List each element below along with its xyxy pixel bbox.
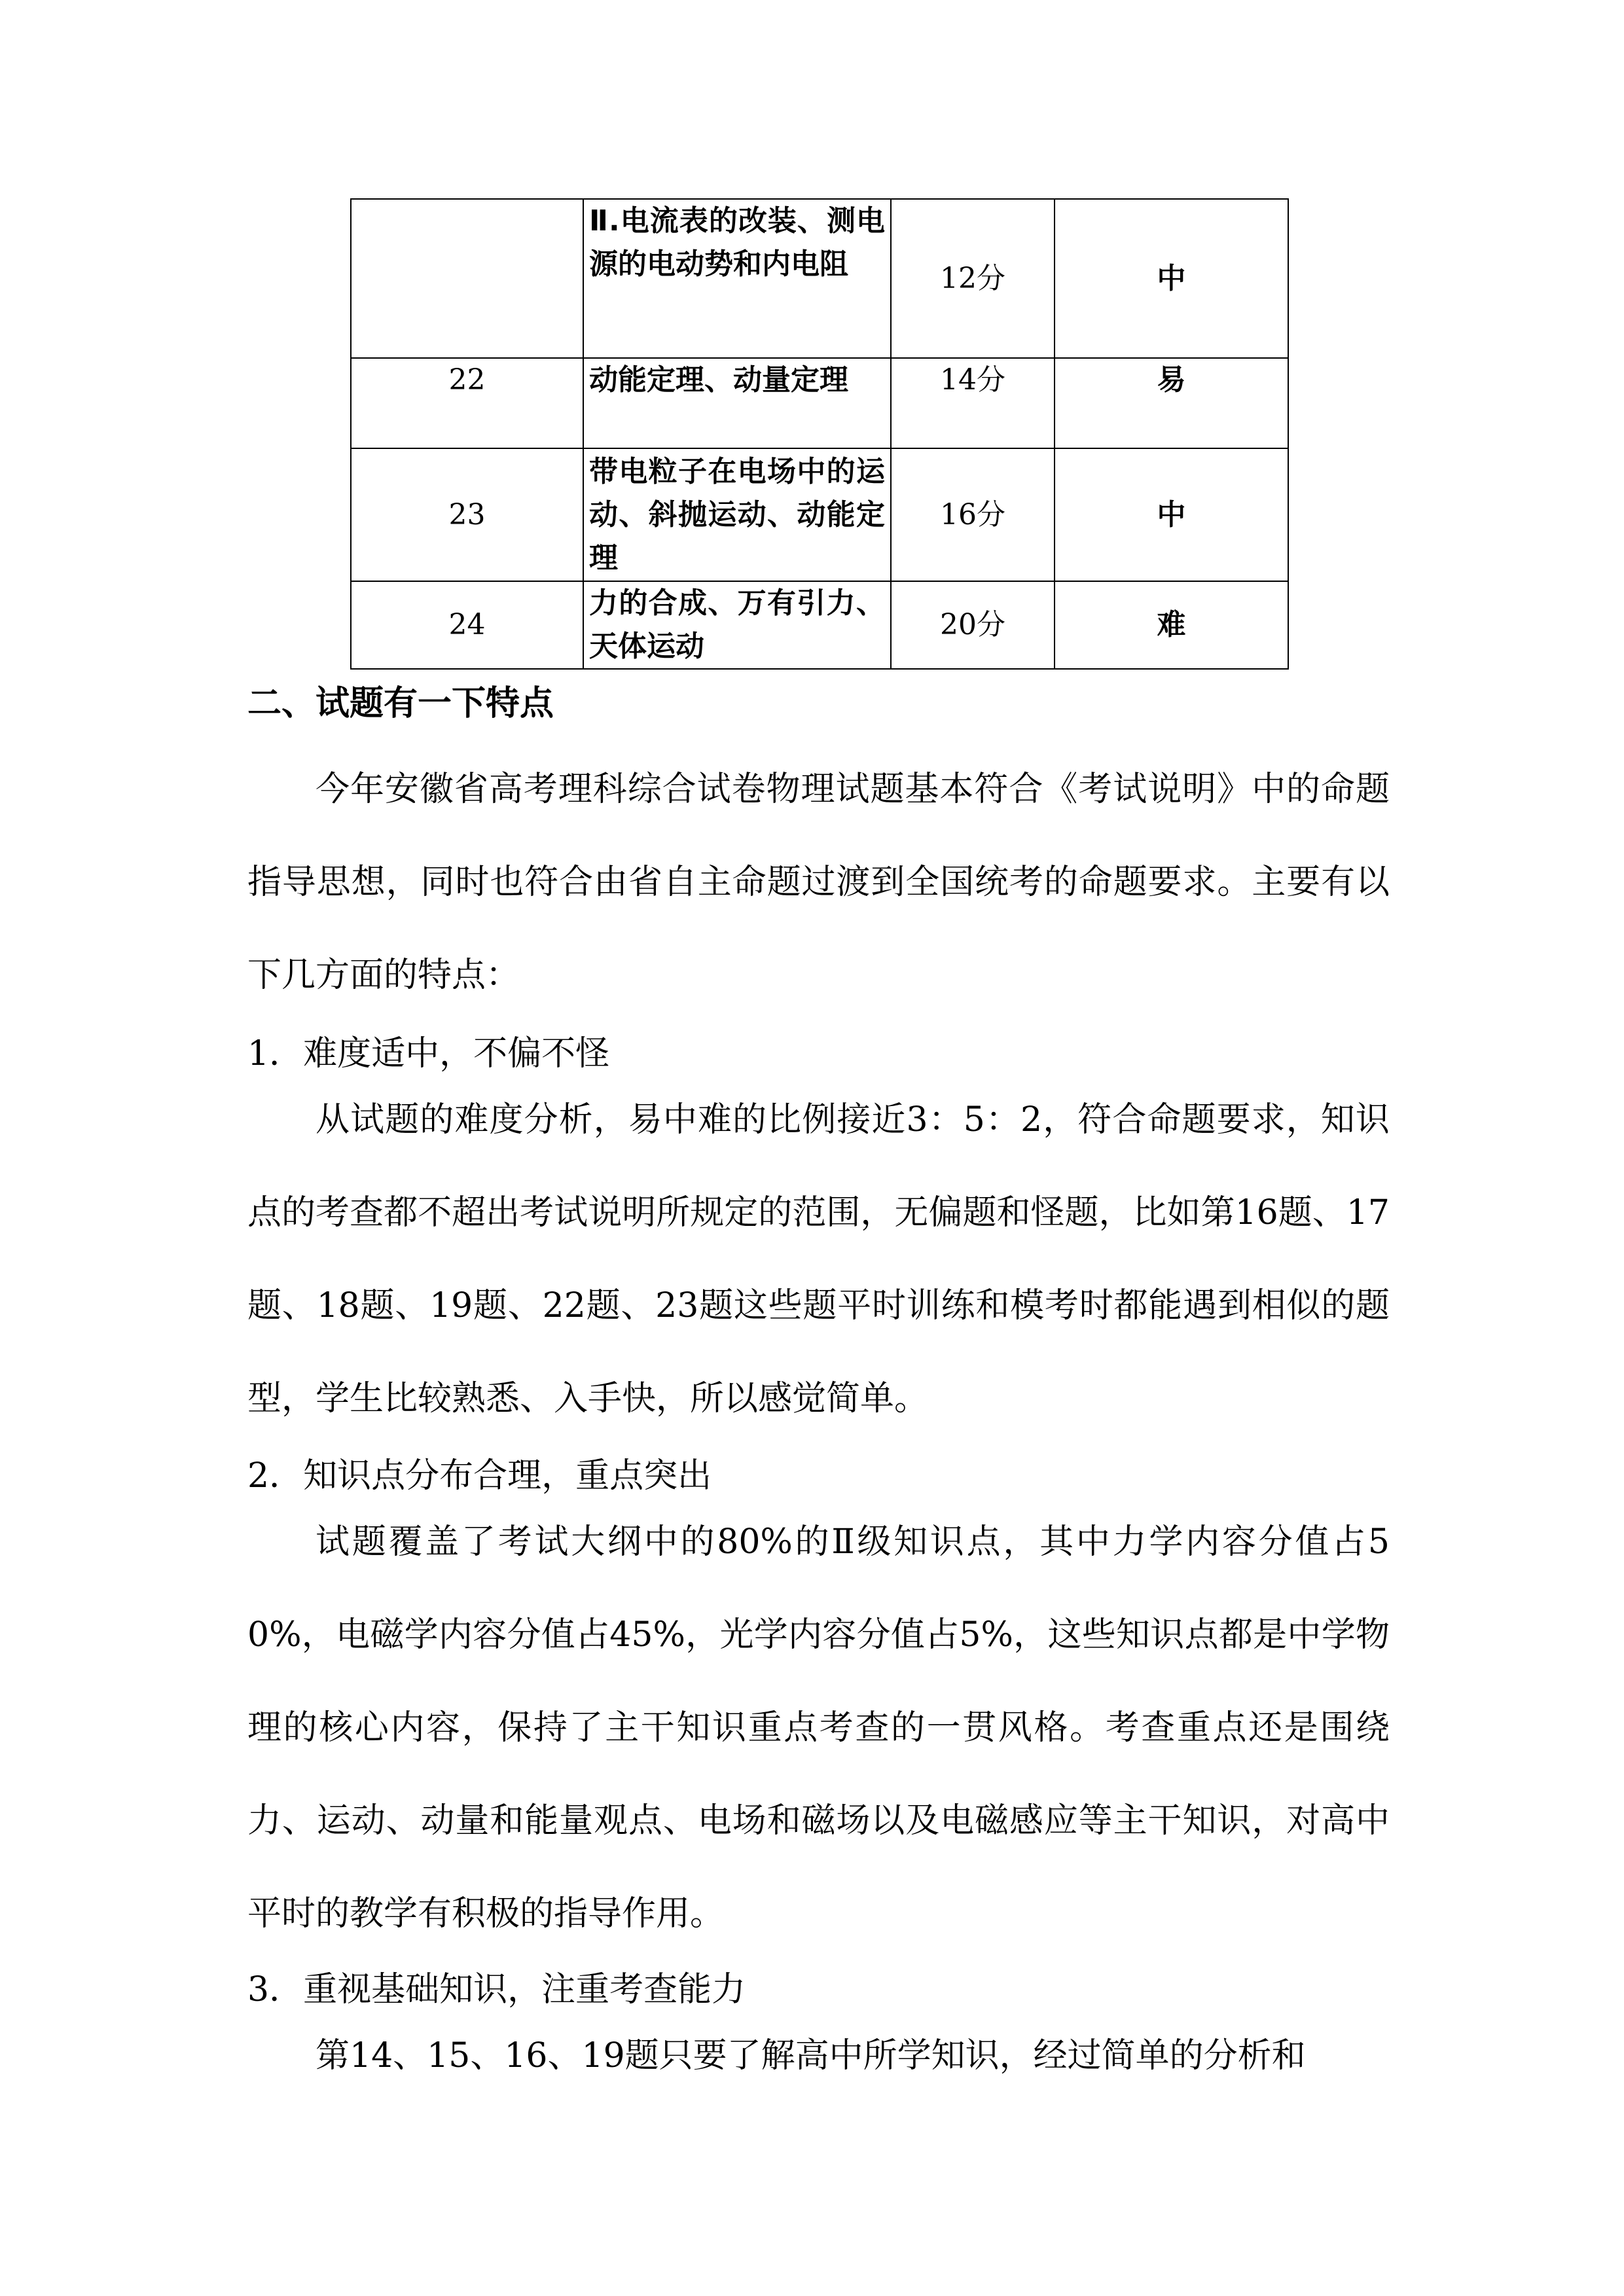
score-cell: 16分 xyxy=(891,448,1055,581)
difficulty-cell: 中 xyxy=(1055,448,1288,581)
score-cell: 12分 xyxy=(891,199,1055,358)
question-number-cell: 22 xyxy=(351,358,583,448)
topic-cell: 动能定理、动量定理 xyxy=(583,358,891,448)
section-heading: 二、试题有一下特点 xyxy=(247,684,554,723)
item-paragraph: 第14、15、16、19题只要了解高中所学知识，经过简单的分析和 xyxy=(316,2036,1306,2075)
difficulty-cell: 难 xyxy=(1055,581,1288,669)
topic-cell: Ⅱ.电流表的改装、测电源的电动势和内电阻 xyxy=(583,199,891,358)
exam-analysis-table xyxy=(350,198,1289,670)
table-row xyxy=(351,358,1288,448)
question-number-cell xyxy=(351,199,583,358)
table-row xyxy=(351,448,1288,581)
intro-paragraph: 今年安徽省高考理科综合试卷物理试题基本符合《考试说明》中的命题指导思想，同时也符合由省自主命题过渡到全国统考的命题要求。主要有以下几方面的特点： xyxy=(247,770,1390,995)
item-title: 2．知识点分布合理，重点突出 xyxy=(247,1456,712,1496)
item-title: 3．重视基础知识，注重考查能力 xyxy=(247,1970,746,2009)
topic-cell: 力的合成、万有引力、天体运动 xyxy=(583,581,891,669)
item-paragraph: 试题覆盖了考试大纲中的80%的Ⅱ级知识点，其中力学内容分值占50%，电磁学内容分值占45%，光学内容分值占5%，这些知识点都是中学物理的核心内容，保持了主干知识重点考查的一贯风格。考查重点还是围绕力、运动、动量和能量观点、电场和磁场以及电磁感应等主干知识，对高中平时的教学有积极的指导作用。 xyxy=(247,1522,1390,1933)
difficulty-cell: 易 xyxy=(1055,358,1288,448)
difficulty-cell: 中 xyxy=(1055,199,1288,358)
topic-cell: 带电粒子在电场中的运动、斜抛运动、动能定理 xyxy=(583,448,891,581)
question-number-cell: 23 xyxy=(351,448,583,581)
question-number-cell: 24 xyxy=(351,581,583,669)
score-cell: 14分 xyxy=(891,358,1055,448)
table-row xyxy=(351,581,1288,669)
item-paragraph: 从试题的难度分析，易中难的比例接近3：5：2，符合命题要求，知识点的考查都不超出考试说明所规定的范围，无偏题和怪题，比如第16题、17题、18题、19题、22题、23题这些题平时训练和模考时都能遇到相似的题型，学生比较熟悉、入手快，所以感觉简单。 xyxy=(247,1100,1390,1418)
item-title: 1．难度适中，不偏不怪 xyxy=(247,1034,610,1073)
score-cell: 20分 xyxy=(891,581,1055,669)
table-row xyxy=(351,199,1288,358)
